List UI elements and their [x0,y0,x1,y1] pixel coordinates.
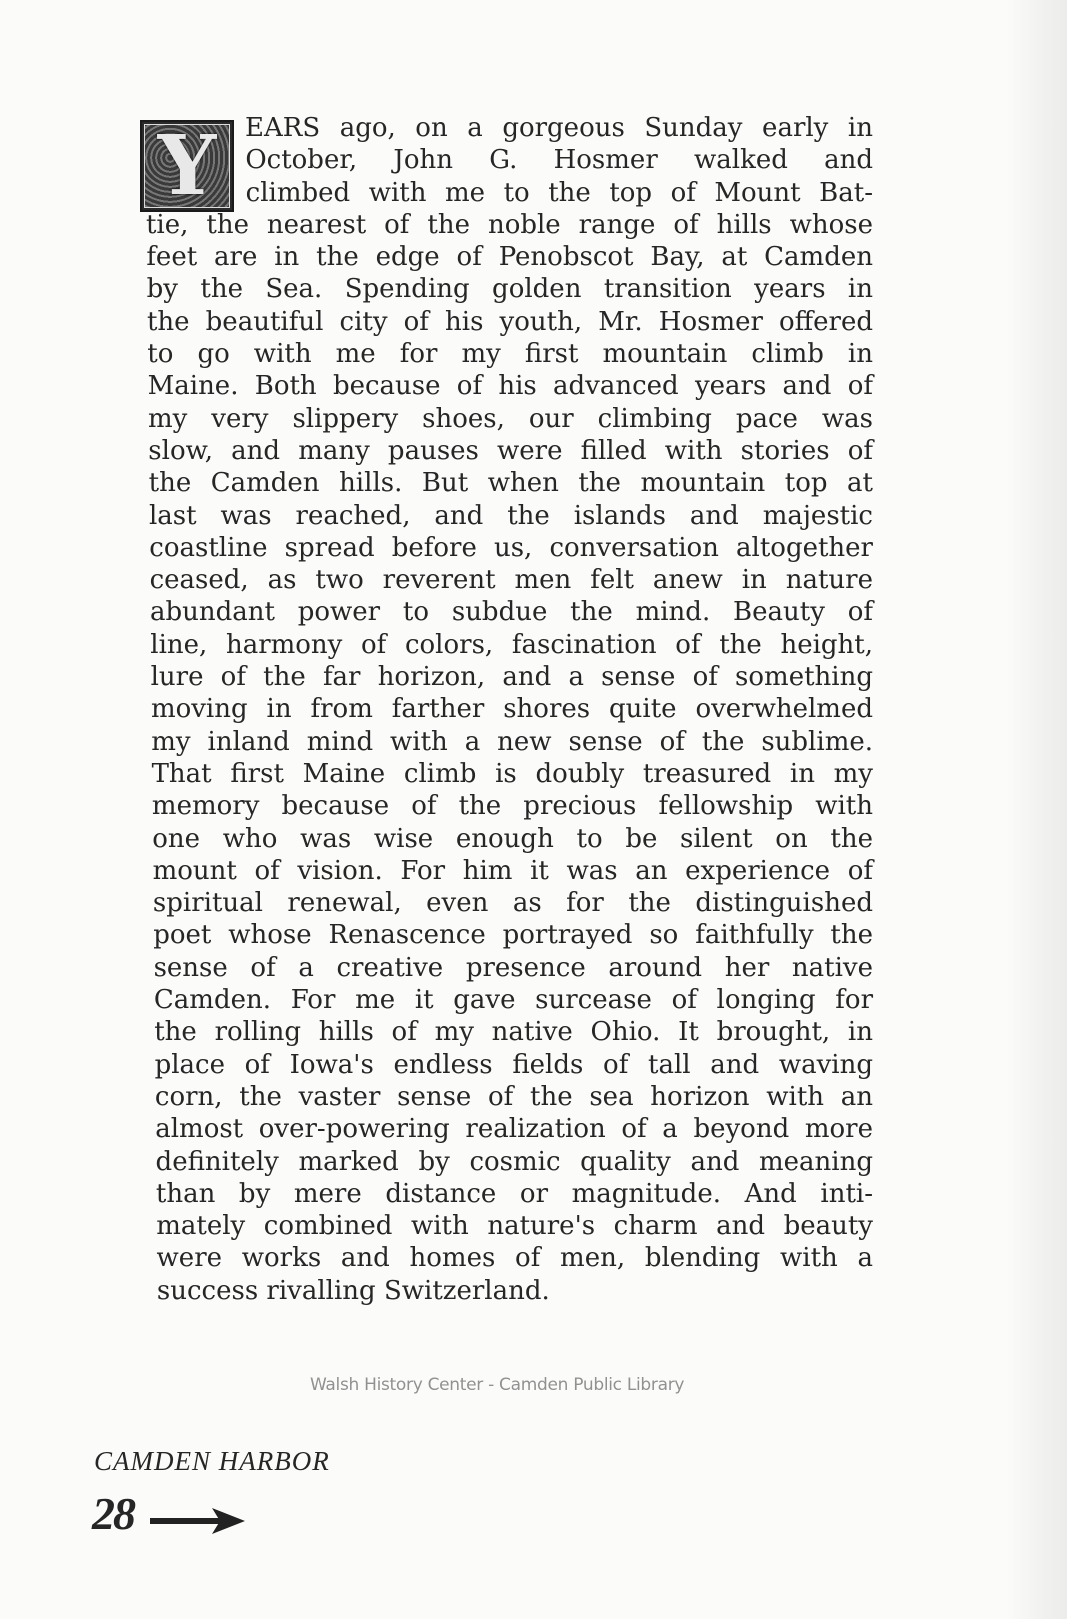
text-line: my inland mind with a new sense of the sublime. [151,726,873,757]
text-line: almost over-powering realization of a beyond more [155,1114,873,1145]
text-line: corn, the vaster sense of the sea horizon with an [154,1081,873,1112]
text-line: climbed with me to the top of Mount Bat- [245,177,873,208]
page-number: 28 [92,1488,134,1539]
body-text [145,112,873,1307]
text-line: the rolling hills of my native Ohio. It brought, in [154,1017,873,1048]
text-line: slow, and many pauses were filled with stories of [148,435,873,466]
watermark: Walsh History Center - Camden Public Library [310,1375,685,1395]
text-line: mount of vision. For him it was an experience of [152,855,873,886]
text-line: spiritual renewal, even as for the distinguished [152,888,873,919]
text-line: to go with me for my first mountain climb in [147,339,873,370]
text-line: Maine. Both because of his advanced years and of [147,371,873,402]
text-line: one who was wise enough to be silent on the [152,823,873,854]
text-line: That first Maine climb is doubly treasured in my [151,758,873,789]
text-line: abundant power to subdue the mind. Beauty of [149,597,873,628]
text-line: the beautiful city of his youth, Mr. Hosmer offered [146,306,873,337]
text-line: sense of a creative presence around her native [153,952,873,983]
text-line: feet are in the edge of Penobscot Bay, at Camden [146,242,873,273]
text-line: last was reached, and the islands and majestic [148,500,873,531]
text-line: October, John G. Hosmer walked and [245,145,873,176]
footer-title: CAMDEN HARBOR [94,1446,330,1476]
text-line: Camden. For me it gave surcease of longing for [153,985,873,1016]
drop-cap-letter: Y [157,118,217,214]
text-line: poet whose Renascence portrayed so faithfully the [153,920,873,951]
text-line: my very slippery shoes, our climbing pace was [147,403,873,434]
text-line: EARS ago, on a gorgeous Sunday early in [245,113,873,143]
text-line: the Camden hills. But when the mountain top at [148,468,873,499]
text-line: definitely marked by cosmic quality and meaning [155,1146,873,1177]
text-line: memory because of the precious fellowship with [151,791,873,822]
text-line: were works and homes of men, blending with a [156,1243,873,1274]
right-arrow-icon [150,1506,246,1536]
text-line: moving in from farther shores quite overwhelmed [150,694,873,725]
text-line: tie, the nearest of the noble range of hills whose [145,209,873,240]
text-line: by the Sea. Spending golden transition years in [146,274,873,305]
text-line: success rivalling Switzerland. [156,1275,550,1306]
text-line: coastline spread before us, conversation altogether [149,532,873,563]
text-line: ceased, as two reverent men felt anew in nature [149,565,873,596]
text-line: lure of the far horizon, and a sense of something [150,662,873,693]
text-line: than by mere distance or magnitude. And inti- [155,1178,873,1209]
text-line: mately combined with nature's charm and beauty [156,1211,873,1242]
text-line: place of Iowa's endless fields of tall and waving [154,1049,873,1080]
page-edge-shadow [1007,0,1067,1619]
text-line: line, harmony of colors, fascination of the height, [150,629,873,660]
